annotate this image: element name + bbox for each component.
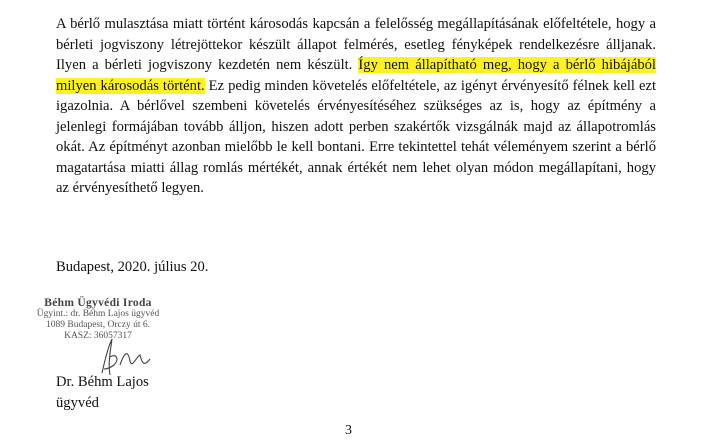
signer-block <box>56 372 149 414</box>
body-paragraph <box>56 14 656 199</box>
page-number: 3 <box>345 423 352 438</box>
signer-title: ügyvéd <box>56 395 99 411</box>
stamp-line-1: Ügyint.: dr. Béhm Lajos ügyvéd <box>36 309 160 319</box>
stamp-line-3: KASZ: 36057317 <box>64 331 132 341</box>
paragraph-text-after: Ez pedig minden követelés előfeltétele, az igényt érvényesítő félnek kell ezt igazolnia. A bérlővel szembeni követelés érvényesítéséhez szükséges az is, hogy az építmény a jelenlegi formájában tovább álljon, hiszen adott perben szakértők vizsgálnák majd az állapotromlás okát. Az építményt azonban mielőbb le kell bontani. Erre tekintettel tehát véleményem szerint a bérlő magatartása miatti állag romlás mértékét, annak értékét nem lehet olyan módon megállapítani, hogy az érvényesíthető legyen. <box>56 77 657 196</box>
paragraph-text-before: A bérlő mulasztása miatt történt károsodás kapcsán a felelősség megállapításának előfeltétele, hogy a bérleti jogviszony létrejöttekor készült állapot felmérés, esetleg fényképek rendelkezésre álljanak. Ilyen a bérleti jogviszony kezdetén nem készült. <box>56 16 656 73</box>
place-and-date: Budapest, 2020. július 20. <box>56 259 209 275</box>
stamp-firm-name: Béhm Ügyvédi Iroda <box>44 297 152 309</box>
stamp-line-2: 1089 Budapest, Orczy út 6. <box>46 320 150 330</box>
highlighted-sentence: Így nem állapítható meg, hogy a bérlő hibájából milyen károsodás történt. <box>56 57 656 94</box>
signer-name: Dr. Béhm Lajos <box>56 374 149 390</box>
